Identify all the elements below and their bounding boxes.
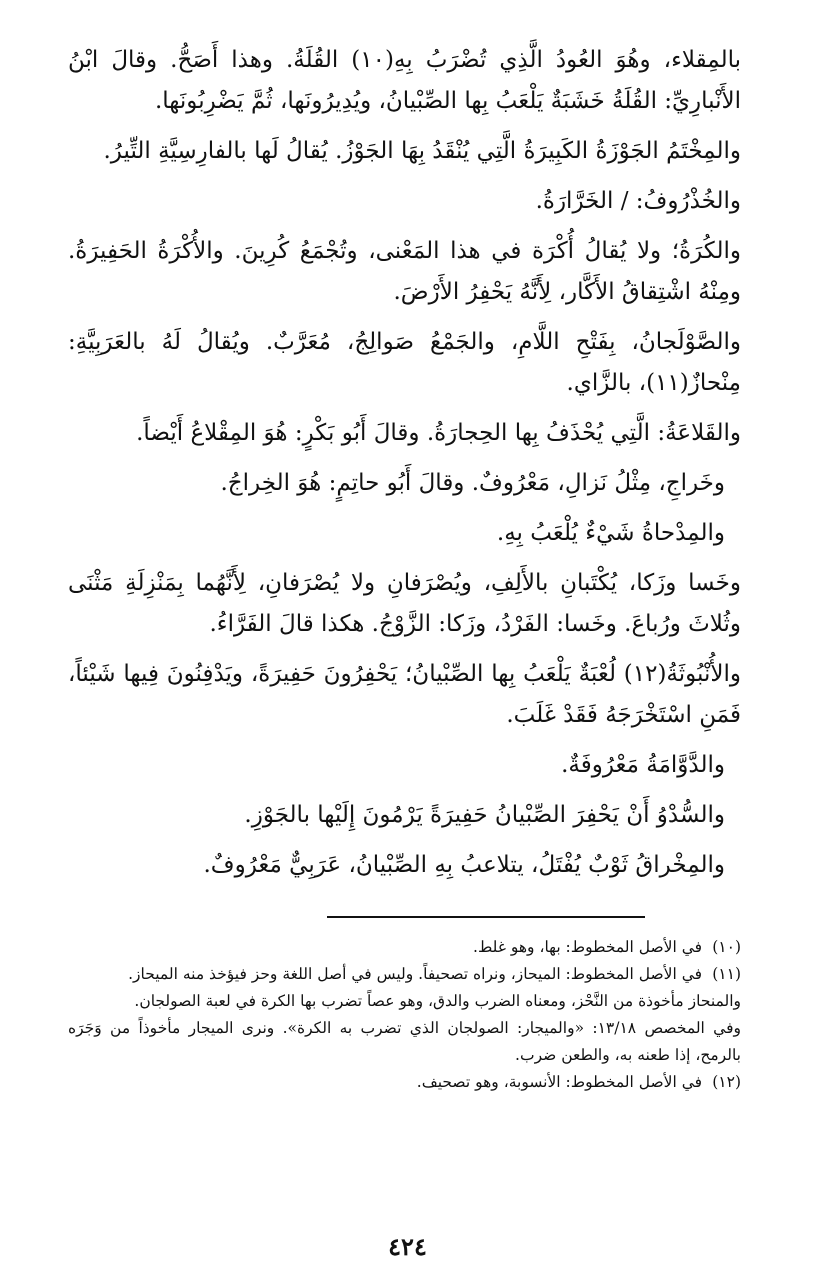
body-paragraph: والخُذْرُوفُ: / الخَرَّارَةُ. <box>535 188 741 214</box>
footnote-text: في الأصل المخطوط: الميحاز، ونراه تصحيفاً. وليس في أصل اللغة وحز فيؤخذ منه الميحاز. <box>128 965 703 983</box>
body-paragraph: والمِخْراقُ ثَوْبٌ يُفْتَلُ، يتلاعبُ بِهِ الصِّبْيانُ، عَرَبِيٌّ مَعْرُوفٌ. <box>203 852 725 878</box>
footnote-continuation <box>68 1015 741 1069</box>
body-paragraph: والمِدْحاةُ شَيْءٌ يُلْعَبُ بِهِ. <box>496 520 725 546</box>
footnote-continuation <box>68 988 741 1015</box>
body-paragraph: وخَسا وزَكا، يُكْتَبانِ بالأَلِفِ، ويُصْرَفانِ ولا يُصْرَفانِ، لِأَنَّهُما بِمَنْزِلَةِ مَثْنَى وثُلاثَ ورُباعَ. وخَسا: الفَرْدُ، وزَكا: الزَّوْجُ. هكذا قالَ الفَرَّاءُ. <box>68 570 741 637</box>
footnote-text: في الأصل المخطوط: الأنسوبة، وهو تصحيف. <box>416 1073 703 1091</box>
footnote <box>68 961 741 988</box>
footnote-separator <box>327 916 645 918</box>
footnote <box>68 934 741 961</box>
page-number: ٤٢٤ <box>388 1232 427 1261</box>
footnote <box>68 1069 741 1096</box>
body-paragraph: والكُرَةُ؛ ولا يُقالُ أُكْرَة في هذا المَعْنى، وتُجْمَعُ كُرِينَ. والأُكْرَةُ الحَفِيرَةُ. ومِنْهُ اشْتِقاقُ الأَكَّار، لِأَنَّهُ يَحْفِرُ الأَرْضَ. <box>68 238 741 305</box>
footnote-number: (١٠) <box>712 938 741 956</box>
footnotes <box>68 934 741 1096</box>
footnote-text: في الأصل المخطوط: بها، وهو غلط. <box>473 938 703 956</box>
body-paragraph: والمِخْتَمُ الجَوْزَةُ الكَبِيرَةُ الَّتِي يُنْقَدُ بِهَا الجَوْزُ. يُقالُ لَها بالفارِسِيَّةِ التِّيرُ. <box>103 138 741 164</box>
body-paragraph: وخَراجِ، مِثْلُ نَزالِ، مَعْرُوفٌ. وقالَ أَبُو حاتِمٍ: هُوَ الخِراجُ. <box>220 470 725 496</box>
footnote-number: (١٢) <box>712 1073 741 1091</box>
body-paragraph: والدَّوَّامَةُ مَعْرُوفَةٌ. <box>561 752 725 778</box>
body-paragraph: والصَّوْلَجانُ، بِفَتْحِ اللَّامِ، والجَمْعُ صَوالِجُ، مُعَرَّبٌ. ويُقالُ لَهُ بالعَرَبِيَّةِ: مِنْحازٌ(١١)، بالزَّاي. <box>68 329 741 396</box>
body-paragraph: والقَلاعَةُ: الَّتِي يُحْذَفُ بِها الحِجارَةُ. وقالَ أَبُو بَكْرٍ: هُوَ المِقْلاعُ أَيْضاً. <box>136 420 741 446</box>
body-paragraph: والسُّدْوُ أَنْ يَحْفِرَ الصِّبْيانُ حَفِيرَةً يَرْمُونَ إِلَيْها بالجَوْزِ. <box>244 802 725 828</box>
body-paragraph: والأُنْبُوثَةُ(١٢) لُعْبَةٌ يَلْعَبُ بِها الصِّبْيانُ؛ يَحْفِرُونَ حَفِيرَةً، ويَدْفِنُونَ فِيها شَيْئاً، فَمَنِ اسْتَخْرَجَهُ فَقَدْ غَلَبَ. <box>68 661 741 728</box>
body-paragraph: بالمِقلاء، وهُوَ العُودُ الَّذِي تُضْرَبُ بِهِ(١٠) القُلَةُ. وهذا أَصَحُّ. وقالَ ابْنُ الأَنْبارِيِّ: القُلَةُ خَشَبَةٌ يَلْعَبُ بِها الصِّبْيانُ، ويُدِيرُونَها، ثُمَّ يَضْرِبُونَها. <box>68 47 741 114</box>
footnote-text: والمنحاز مأخوذة من النَّحْز، ومعناه الضرب والدق، وهو عصاً تضرب بها الكرة في لعبة الصولجان. <box>134 992 741 1010</box>
footnote-number: (١١) <box>712 965 741 983</box>
main-text <box>68 40 741 886</box>
footnote-text: وفي المخصص ١٣/١٨: «والميجار: الصولجان الذي تضرب به الكرة». ونرى الميجار مأخوذاً من وَجَرَه بالرمح، إذا طعنه به، والطعن ضرب. <box>68 1019 741 1064</box>
